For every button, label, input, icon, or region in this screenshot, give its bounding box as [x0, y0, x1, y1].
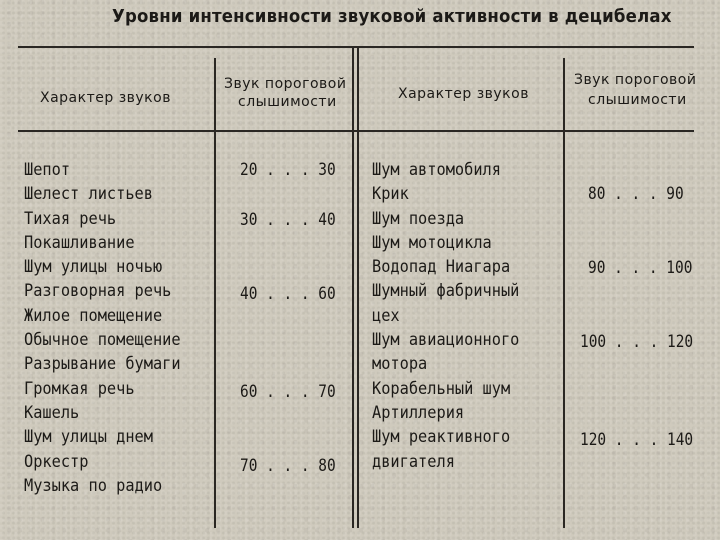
- list-item: Кашель: [24, 402, 80, 423]
- list-item: Водопад Ниагара: [372, 257, 511, 278]
- header-rule: [18, 130, 694, 132]
- list-item: Разговорная речь: [24, 281, 172, 302]
- left-threshold-header-line2: слышимости: [238, 94, 337, 110]
- list-item: Шум авиационного: [372, 330, 520, 351]
- left-value-range: 40 . . . 60: [240, 284, 336, 304]
- list-item: Корабельный шум: [372, 378, 511, 399]
- left-value-range: 30 . . . 40: [240, 210, 336, 230]
- list-item: Артиллерия: [372, 402, 465, 423]
- right-threshold-header-line1: Звук пороговой: [574, 72, 697, 88]
- list-item: Шум улицы днем: [24, 427, 153, 448]
- right-column-divider: [563, 58, 565, 528]
- right-sound-header: Характер звуков: [398, 86, 529, 102]
- list-item: Шепот: [24, 160, 71, 180]
- center-double-rule-a: [352, 48, 354, 528]
- left-value-range: 70 . . . 80: [240, 456, 336, 476]
- right-threshold-header-line2: слышимости: [588, 92, 687, 108]
- list-item: Громкая речь: [24, 378, 135, 399]
- list-item: Шум поезда: [372, 208, 465, 229]
- right-value-range: 120 . . . 140: [580, 430, 694, 450]
- list-item: мотора: [372, 354, 428, 375]
- list-item: Шум автомобиля: [372, 160, 501, 180]
- left-value-range: 20 . . . 30: [240, 160, 336, 180]
- list-item: Музыка по радио: [24, 475, 163, 496]
- list-item: Шумный фабричный: [372, 281, 520, 302]
- list-item: Разрывание бумаги: [24, 354, 181, 375]
- right-sound-list: [372, 158, 536, 474]
- left-column-divider: [214, 58, 216, 528]
- list-item: Жилое помещение: [24, 305, 163, 326]
- left-sound-list: [24, 158, 198, 498]
- center-double-rule-b: [357, 48, 359, 528]
- left-threshold-header-line1: Звук пороговой: [224, 76, 347, 92]
- list-item: Шум реактивного: [372, 427, 511, 448]
- list-item: цех: [372, 305, 400, 326]
- list-item: Крик: [372, 184, 409, 205]
- list-item: Шелест листьев: [24, 184, 153, 205]
- table-title: Уровни интенсивности звуковой активности в децибелах: [112, 6, 672, 27]
- left-value-range: 60 . . . 70: [240, 382, 336, 402]
- list-item: Шум улицы ночью: [24, 257, 163, 278]
- right-value-range: 90 . . . 100: [588, 258, 693, 278]
- right-value-range: 100 . . . 120: [580, 332, 694, 352]
- list-item: Покашливание: [24, 232, 135, 253]
- right-value-range: 80 . . . 90: [588, 184, 684, 204]
- left-sound-header: Характер звуков: [40, 90, 171, 106]
- top-rule: [18, 46, 694, 48]
- list-item: Обычное помещение: [24, 330, 181, 351]
- list-item: Оркестр: [24, 451, 89, 472]
- list-item: Тихая речь: [24, 208, 117, 229]
- list-item: Шум мотоцикла: [372, 232, 492, 253]
- list-item: двигателя: [372, 451, 455, 472]
